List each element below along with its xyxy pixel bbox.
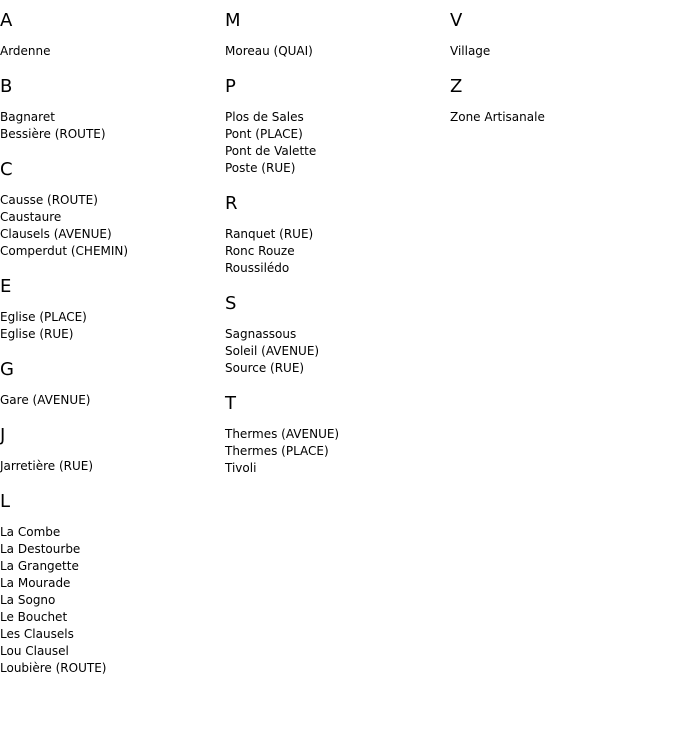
letter-group (0, 276, 225, 343)
letter-group (450, 10, 675, 60)
street-link[interactable]: Les Clausels (0, 627, 74, 641)
street-link[interactable]: La Combe (0, 525, 61, 539)
letter-heading: R (225, 193, 238, 214)
letter-heading: E (0, 276, 12, 297)
street-link[interactable]: Le Bouchet (0, 610, 68, 624)
street-list (0, 109, 225, 143)
street-link[interactable]: Sagnassous (225, 327, 297, 341)
letter-heading: M (225, 10, 241, 31)
street-list (0, 43, 225, 60)
street-list (0, 458, 225, 475)
street-link[interactable]: Eglise (PLACE) (0, 310, 87, 324)
street-link[interactable]: Pont de Valette (225, 144, 317, 158)
street-index (0, 10, 675, 693)
street-link[interactable]: Bagnaret (0, 110, 55, 124)
letter-group (0, 425, 225, 475)
street-list (225, 109, 450, 177)
street-link[interactable]: Roussilédo (225, 261, 290, 275)
letter-group (0, 491, 225, 677)
letter-group (225, 393, 450, 477)
street-link[interactable]: Ranquet (RUE) (225, 227, 314, 241)
street-link[interactable]: Soleil (AVENUE) (225, 344, 320, 358)
letter-group (0, 10, 225, 60)
letter-group (0, 359, 225, 409)
street-link[interactable]: Ronc Rouze (225, 244, 295, 258)
street-link[interactable]: Zone Artisanale (450, 110, 545, 124)
letter-group (0, 159, 225, 260)
street-link[interactable]: Ardenne (0, 44, 51, 58)
letter-heading: V (450, 10, 463, 31)
street-link[interactable]: La Sogno (0, 593, 56, 607)
letter-group (0, 76, 225, 143)
street-link[interactable]: La Grangette (0, 559, 79, 573)
street-link[interactable]: Gare (AVENUE) (0, 393, 91, 407)
street-link[interactable]: Plos de Sales (225, 110, 304, 124)
letter-heading: Z (450, 76, 463, 97)
letter-group (225, 293, 450, 377)
street-link[interactable]: Caustaure (0, 210, 62, 224)
letter-heading: B (0, 76, 13, 97)
street-link[interactable]: Pont (PLACE) (225, 127, 303, 141)
letter-heading: T (225, 393, 236, 414)
letter-group (225, 193, 450, 277)
street-list (225, 326, 450, 377)
letter-heading: G (0, 359, 14, 380)
street-list (225, 43, 450, 60)
letter-heading: C (0, 159, 13, 180)
index-column (0, 10, 225, 693)
street-list (450, 43, 675, 60)
street-link[interactable]: La Mourade (0, 576, 71, 590)
street-link[interactable]: Jarretière (RUE) (0, 459, 94, 473)
street-link[interactable]: Tivoli (225, 461, 257, 475)
letter-group (225, 76, 450, 177)
letter-group (450, 76, 675, 126)
street-list (450, 109, 675, 126)
street-link[interactable]: Clausels (AVENUE) (0, 227, 112, 241)
street-link[interactable]: Village (450, 44, 491, 58)
street-link[interactable]: Moreau (QUAI) (225, 44, 313, 58)
letter-group (225, 10, 450, 60)
street-list (0, 392, 225, 409)
street-list (225, 226, 450, 277)
letter-heading: P (225, 76, 236, 97)
street-link[interactable]: Poste (RUE) (225, 161, 296, 175)
street-list (0, 524, 225, 677)
street-list (0, 192, 225, 260)
index-column (225, 10, 450, 693)
letter-heading: J (0, 425, 6, 446)
street-link[interactable]: Eglise (RUE) (0, 327, 74, 341)
street-list (0, 309, 225, 343)
street-link[interactable]: Thermes (PLACE) (225, 444, 329, 458)
street-link[interactable]: Thermes (AVENUE) (225, 427, 340, 441)
street-link[interactable]: La Destourbe (0, 542, 81, 556)
street-link[interactable]: Source (RUE) (225, 361, 305, 375)
letter-heading: L (0, 491, 11, 512)
street-link[interactable]: Causse (ROUTE) (0, 193, 98, 207)
index-column (450, 10, 675, 693)
street-link[interactable]: Bessière (ROUTE) (0, 127, 106, 141)
letter-heading: S (225, 293, 237, 314)
street-link[interactable]: Loubière (ROUTE) (0, 661, 107, 675)
street-list (225, 426, 450, 477)
letter-heading: A (0, 10, 13, 31)
street-link[interactable]: Comperdut (CHEMIN) (0, 244, 129, 258)
street-link[interactable]: Lou Clausel (0, 644, 69, 658)
